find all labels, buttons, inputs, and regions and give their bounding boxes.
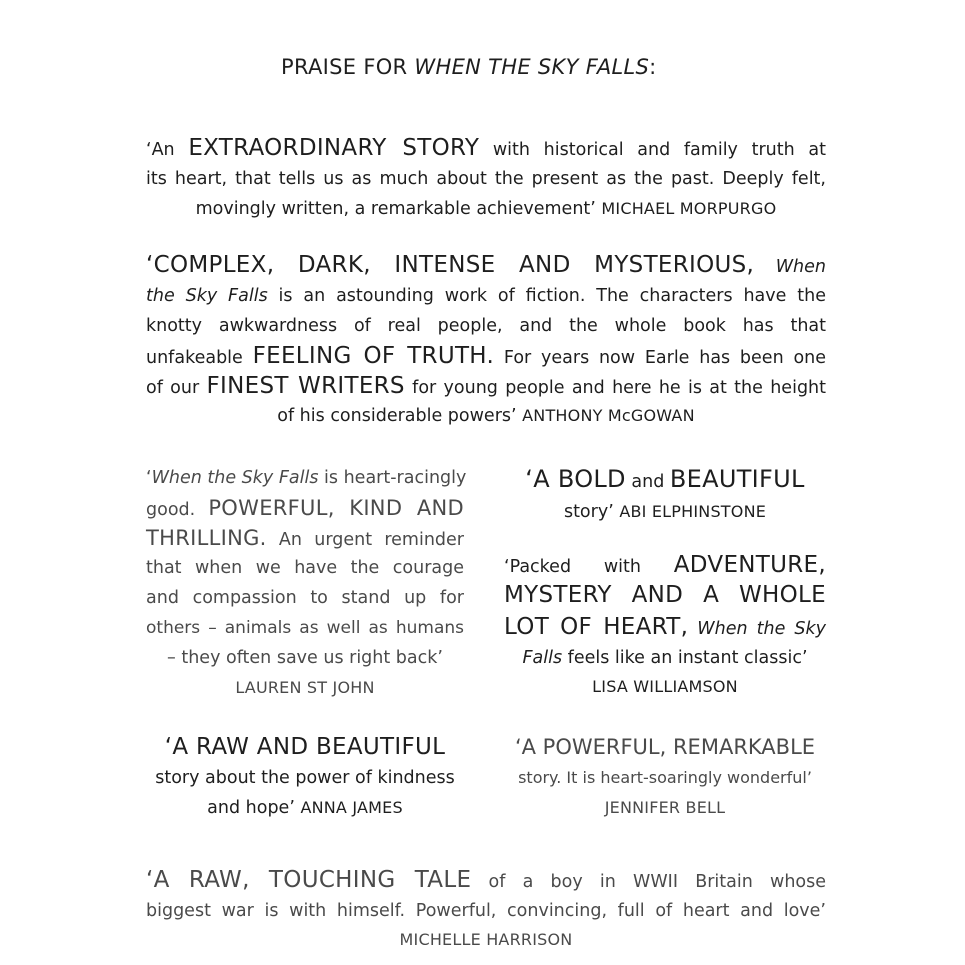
quote-anna-james bbox=[146, 731, 464, 823]
attribution: LAUREN ST JOHN bbox=[235, 678, 375, 697]
quote-line: ‘COMPLEX, DARK, INTENSE AND MYSTERIOUS, When bbox=[146, 252, 826, 278]
quote-line: ‘A POWERFUL, REMARKABLE bbox=[514, 735, 816, 759]
quote-line: ‘An EXTRAORDINARY STORY with historical and family truth at bbox=[146, 135, 826, 161]
title-suffix: : bbox=[649, 55, 657, 79]
quote-line: others – animals as well as humans bbox=[146, 618, 464, 638]
book-title: WHEN THE SKY FALLS bbox=[414, 55, 650, 79]
quote-line: THRILLING. An urgent reminder bbox=[146, 526, 464, 550]
quote-line: of his considerable powers’ ANTHONY McGOWAN bbox=[277, 406, 695, 426]
quote-lauren-st-john bbox=[146, 463, 467, 703]
quote-line: – they often save us right back’ bbox=[167, 648, 443, 668]
quote-line: ‘A RAW, TOUCHING TALE of a boy in WWII Britain whose bbox=[146, 867, 826, 893]
quote-line: LOT OF HEART, When the Sky bbox=[504, 614, 826, 640]
attribution: JENNIFER BELL bbox=[604, 798, 726, 817]
quote-line: MYSTERY AND A WHOLE bbox=[504, 582, 826, 608]
quote-mcgowan bbox=[146, 250, 826, 431]
attribution: ANTHONY McGOWAN bbox=[522, 406, 695, 425]
attribution: ANNA JAMES bbox=[300, 798, 403, 817]
quote-line: that when we have the courage bbox=[146, 558, 464, 578]
quote-line: good. POWERFUL, KIND AND bbox=[146, 496, 464, 520]
quote-line: unfakeable FEELING OF TRUTH. For years now Earle has been one bbox=[146, 343, 827, 369]
quote-line: story’ ABI ELPHINSTONE bbox=[563, 502, 767, 522]
quote-line: of our FINEST WRITERS for young people and here he is at the height bbox=[146, 373, 827, 399]
quote-abi-elphinstone bbox=[504, 461, 826, 527]
quote-line: ‘When the Sky Falls is heart-racingly bbox=[146, 468, 467, 488]
attribution: MICHAEL MORPURGO bbox=[601, 199, 777, 218]
quote-line: knotty awkwardness of real people, and the whole book has that bbox=[146, 316, 826, 336]
quote-line: story. It is heart-soaringly wonderful’ bbox=[518, 768, 812, 787]
quote-lisa-williamson bbox=[504, 550, 826, 701]
title-prefix: PRAISE FOR bbox=[281, 55, 415, 79]
attribution: LISA WILLIAMSON bbox=[592, 677, 738, 696]
quote-morpurgo bbox=[146, 132, 826, 224]
quote-line: story about the power of kindness bbox=[155, 768, 455, 788]
attribution: ABI ELPHINSTONE bbox=[619, 502, 767, 521]
quote-jennifer-bell bbox=[504, 731, 826, 823]
quote-michelle-harrison bbox=[146, 864, 826, 954]
quote-line: and hope’ ANNA JAMES bbox=[207, 798, 403, 818]
quote-line: ‘Packed with ADVENTURE, bbox=[504, 552, 826, 578]
page-title bbox=[281, 55, 657, 79]
quote-line: biggest war is with himself. Powerful, convincing, full of heart and love’ bbox=[146, 901, 826, 921]
quote-line: ‘A RAW AND BEAUTIFUL bbox=[164, 734, 446, 760]
quote-line: and compassion to stand up for bbox=[146, 588, 464, 608]
attribution: MICHELLE HARRISON bbox=[399, 930, 573, 949]
quote-line: ‘A BOLD and BEAUTIFUL bbox=[525, 465, 805, 493]
quote-line: Falls feels like an instant classic’ bbox=[522, 648, 808, 668]
quote-line: its heart, that tells us as much about the present as the past. Deeply felt, bbox=[146, 169, 826, 189]
quote-line: the Sky Falls is an astounding work of fiction. The characters have the bbox=[146, 286, 826, 306]
quote-line: movingly written, a remarkable achievement’ MICHAEL MORPURGO bbox=[195, 199, 777, 219]
